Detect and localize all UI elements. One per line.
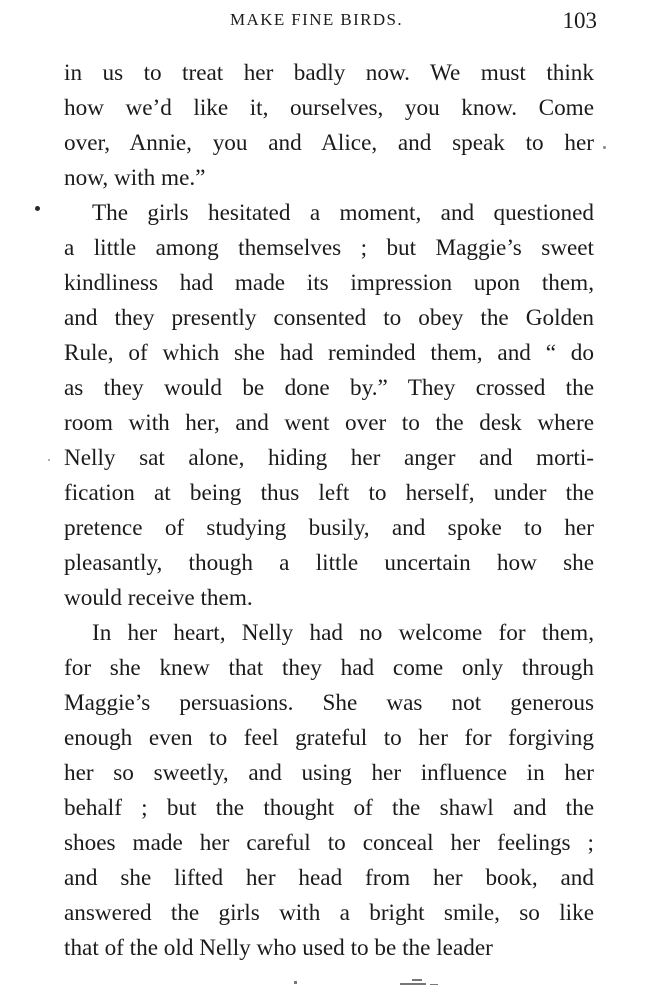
text-line: enough even to feel grateful to her for forgiving: [64, 725, 594, 751]
text-line: and they presently consented to obey the Golden: [64, 305, 594, 331]
text-line: In her heart, Nelly had no welcome for them,: [92, 620, 594, 646]
text-line: The girls hesitated a moment, and questioned: [92, 200, 594, 226]
text-line: how we’d like it, ourselves, you know. Come: [64, 95, 594, 121]
text-line: answered the girls with a bright smile, so like: [64, 900, 594, 926]
text-line: shoes made her careful to conceal her feelings ;: [64, 830, 594, 856]
text-line: in us to treat her badly now. We must think: [64, 60, 594, 86]
text-line: Maggie’s persuasions. She was not generous: [64, 690, 594, 716]
text-line: and she lifted her head from her book, and: [64, 865, 594, 891]
text-line: kindliness had made its impression upon them,: [64, 270, 594, 296]
bottom-print-marks: [280, 975, 480, 991]
text-line: behalf ; but the thought of the shawl and the: [64, 795, 594, 821]
running-title: MAKE FINE BIRDS.: [230, 10, 404, 29]
running-head: [0, 8, 667, 38]
text-line: pretence of studying busily, and spoke to her: [64, 515, 594, 541]
text-line: a little among themselves ; but Maggie’s sweet: [64, 235, 594, 261]
text-line: her so sweetly, and using her influence in her: [64, 760, 594, 786]
margin-speck: [35, 206, 40, 211]
body-text: [64, 56, 594, 966]
text-line: pleasantly, though a little uncertain how she: [64, 550, 594, 576]
margin-speck: [603, 146, 606, 149]
text-line: as they would be done by.” They crossed the: [64, 375, 594, 401]
text-line: would receive them.: [64, 585, 253, 611]
text-line: room with her, and went over to the desk where: [64, 410, 594, 436]
margin-speck: [48, 459, 50, 461]
text-line: Nelly sat alone, hiding her anger and morti-: [64, 445, 594, 471]
text-line: now, with me.”: [64, 165, 206, 191]
text-line: that of the old Nelly who used to be the leader: [64, 935, 493, 961]
text-line: Rule, of which she had reminded them, and “ do: [64, 340, 594, 366]
text-line: over, Annie, you and Alice, and speak to her: [64, 130, 594, 156]
text-line: for she knew that they had come only through: [64, 655, 594, 681]
page-number: 103: [562, 8, 597, 33]
text-line: fication at being thus left to herself, under the: [64, 480, 594, 506]
